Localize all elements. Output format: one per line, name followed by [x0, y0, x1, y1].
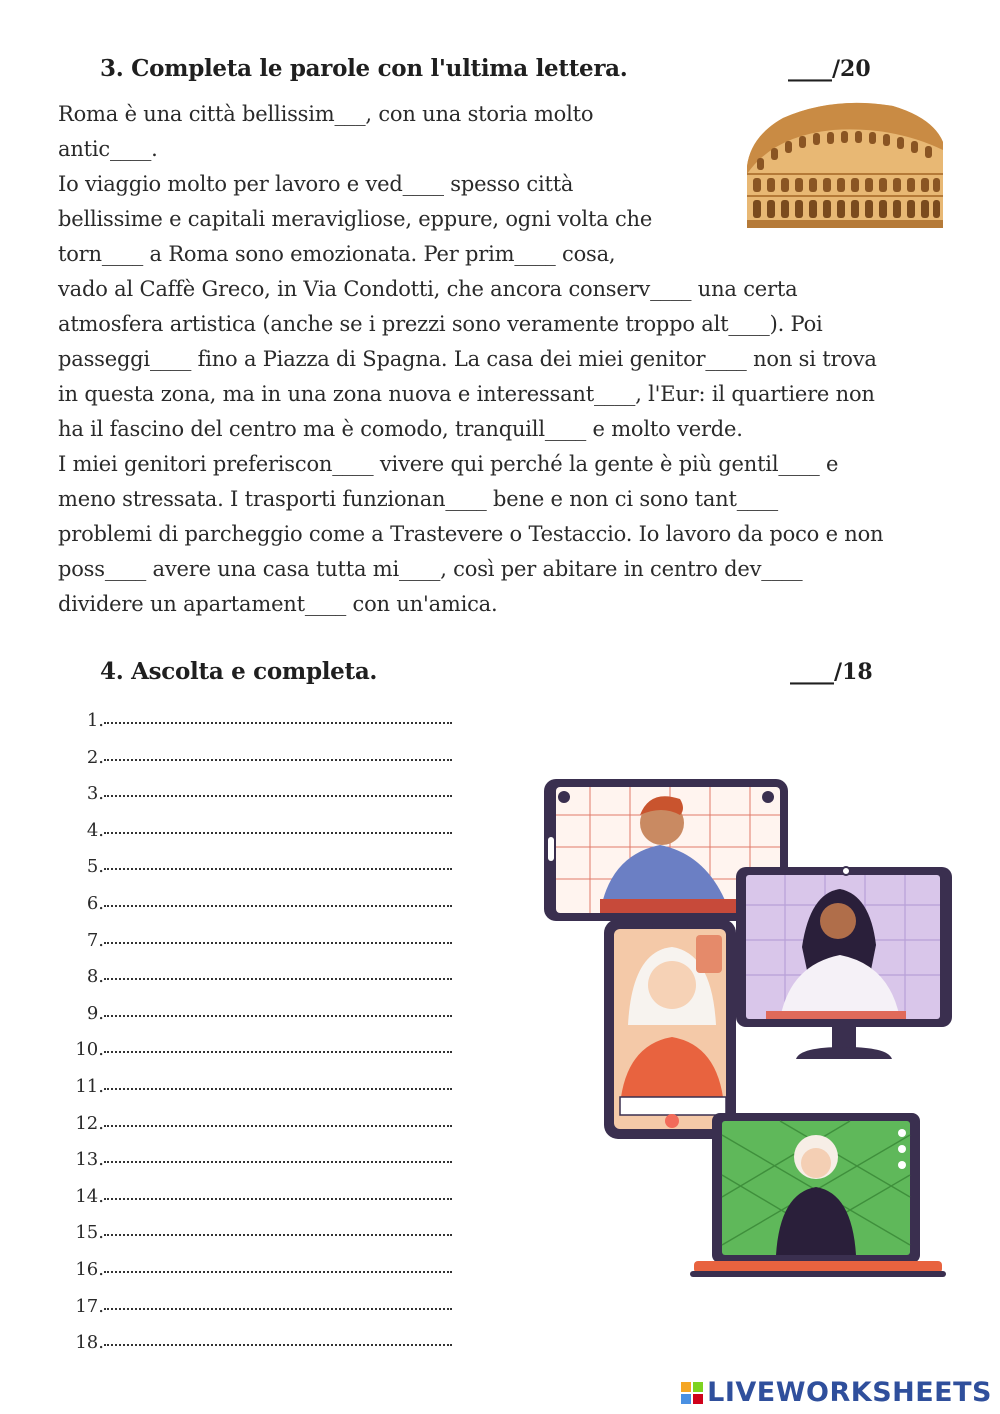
- colosseum-icon: [743, 96, 947, 232]
- answer-row: [60, 1332, 452, 1362]
- text-line: dividere un apartament____ con un'amica.: [58, 592, 498, 616]
- answer-number: 15.: [75, 1222, 104, 1244]
- text-line: meno stressata. I trasporti funzionan____ bene e non ci sono tant____: [58, 487, 778, 511]
- answer-number: 7.: [86, 929, 104, 951]
- answer-number: 4.: [86, 819, 104, 841]
- answer-field[interactable]: [104, 1121, 452, 1127]
- answer-row: [60, 930, 452, 960]
- answer-number: 13.: [75, 1149, 104, 1171]
- answer-field[interactable]: [104, 791, 452, 797]
- answer-row: [60, 1003, 452, 1033]
- answer-field[interactable]: [104, 1011, 452, 1017]
- text-line: bellissime e capitali meravigliose, eppure, ogni volta che: [58, 207, 653, 231]
- answer-field[interactable]: [104, 901, 452, 907]
- text-line: torn____ a Roma sono emozionata. Per prim____ cosa,: [58, 242, 616, 266]
- answer-number: 9.: [86, 1002, 104, 1024]
- answer-row: [60, 1259, 452, 1289]
- text-line: antic____.: [58, 137, 158, 161]
- answer-number: 16.: [75, 1259, 104, 1280]
- answer-number: 2.: [86, 746, 104, 768]
- answer-field[interactable]: [104, 1340, 452, 1346]
- answer-row: [60, 1296, 452, 1326]
- text-line: ha il fascino del centro ma è comodo, tranquill____ e molto verde.: [58, 417, 743, 441]
- section-4-score: ____/18: [790, 659, 873, 685]
- text-line: vado al Caffè Greco, in Via Condotti, che ancora conserv____ una certa: [58, 277, 798, 301]
- answer-field[interactable]: [104, 1230, 452, 1236]
- answer-field[interactable]: [104, 755, 452, 761]
- answer-field[interactable]: [104, 1194, 452, 1200]
- answer-number: 11.: [75, 1076, 104, 1097]
- answer-field[interactable]: [104, 974, 452, 980]
- section-4-title: 4. Ascolta e completa.: [100, 658, 378, 685]
- answer-number: 3.: [86, 783, 104, 805]
- text-line: atmosfera artistica (anche se i prezzi sono veramente troppo alt____). Poi: [58, 312, 823, 336]
- answer-number: 17.: [75, 1295, 104, 1317]
- text-line: problemi di parcheggio come a Trastevere o Testaccio. Io lavoro da poco e non: [58, 522, 884, 546]
- liveworksheets-logo: [681, 1377, 992, 1408]
- answer-number: 6.: [86, 893, 104, 914]
- answer-row: [60, 820, 452, 850]
- answer-field[interactable]: [104, 938, 452, 944]
- answer-field[interactable]: [104, 718, 452, 724]
- answer-field[interactable]: [104, 864, 452, 870]
- answer-number: 8.: [86, 966, 104, 988]
- text-line: poss____ avere una casa tutta mi____, così per abitare in centro dev____: [58, 557, 803, 581]
- logo-squares-icon: [681, 1382, 703, 1404]
- answer-row: [60, 856, 452, 886]
- section-3-title: 3. Completa le parole con l'ultima lettera.: [100, 55, 628, 82]
- text-line: passeggi____ fino a Piazza di Spagna. La casa dei miei genitor____ non si trova: [58, 347, 877, 371]
- answer-number: 5.: [86, 856, 104, 878]
- answer-number: 1.: [86, 710, 104, 731]
- answer-field[interactable]: [104, 1304, 452, 1310]
- answer-field[interactable]: [104, 1047, 452, 1053]
- answer-number: 12.: [75, 1112, 104, 1134]
- answer-number: 10.: [75, 1039, 104, 1061]
- answer-number: 14.: [75, 1185, 104, 1207]
- answer-row: [60, 1076, 452, 1106]
- text-line: I miei genitori preferiscon____ vivere qui perché la gente è più gentil____ e: [58, 452, 839, 476]
- answer-field[interactable]: [104, 828, 452, 834]
- answer-row: [60, 1222, 452, 1252]
- answer-field[interactable]: [104, 1084, 452, 1090]
- answer-row: [60, 1039, 452, 1069]
- answer-field[interactable]: [104, 1267, 452, 1273]
- text-line: Roma è una città bellissim___, con una storia molto: [58, 102, 594, 126]
- answer-number: 18.: [75, 1332, 104, 1354]
- logo-text: LIVEWORKSHEETS: [707, 1377, 992, 1408]
- section-3-score: ____/20: [788, 56, 871, 82]
- answer-row: [60, 893, 452, 923]
- answer-row: [60, 710, 452, 740]
- answer-row: [60, 1186, 452, 1216]
- text-line: Io viaggio molto per lavoro e ved____ spesso città: [58, 172, 574, 196]
- answer-row: [60, 1113, 452, 1143]
- answer-row: [60, 966, 452, 996]
- text-line: in questa zona, ma in una zona nuova e interessant____, l'Eur: il quartiere non: [58, 382, 875, 406]
- video-call-illustration: [540, 775, 956, 1280]
- answer-field[interactable]: [104, 1157, 452, 1163]
- answer-row: [60, 1149, 452, 1179]
- answer-row: [60, 783, 452, 813]
- answer-row: [60, 747, 452, 777]
